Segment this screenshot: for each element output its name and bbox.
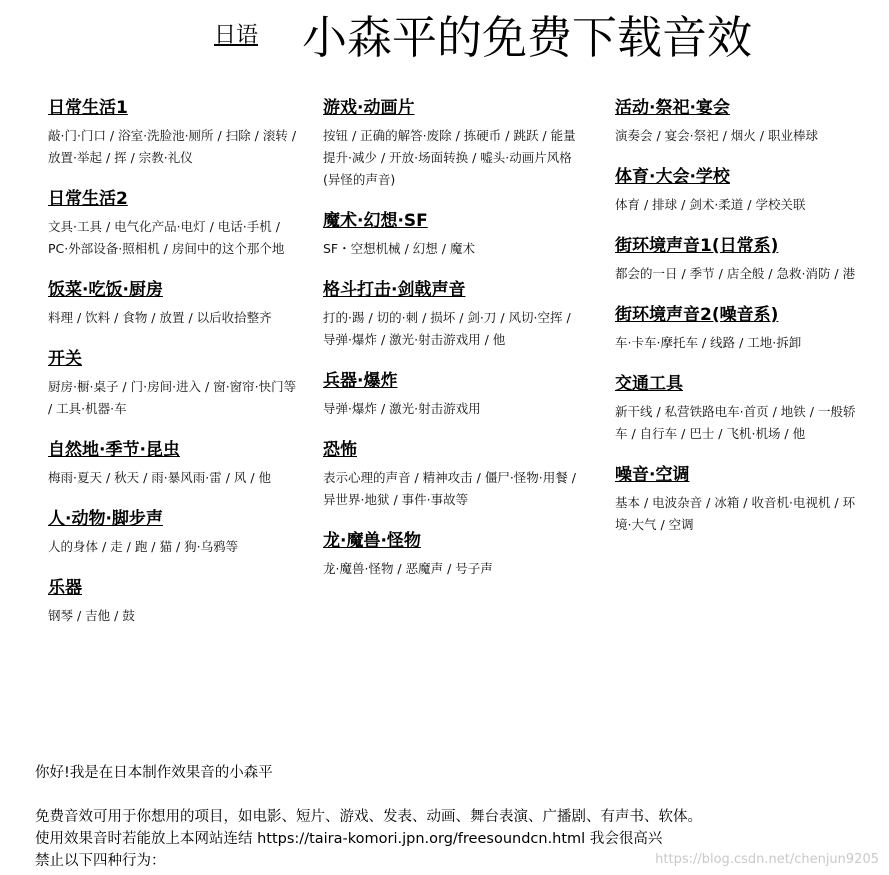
category-block	[48, 438, 298, 489]
category-link[interactable]: 街环境声音2(噪音系)	[615, 305, 779, 325]
category-link[interactable]: 恐怖	[323, 440, 357, 460]
category-subitems: 人的身体 / 走 / 跑 / 猫 / 狗·乌鸦等	[48, 539, 239, 554]
category-link[interactable]: 自然地·季节·昆虫	[48, 440, 180, 460]
category-block	[615, 303, 865, 354]
category-subitems: 演奏会 / 宴会·祭祀 / 烟火 / 职业棒球	[615, 128, 818, 143]
category-subitems: 梅雨·夏天 / 秋天 / 雨·暴风雨·雷 / 风 / 他	[48, 470, 272, 485]
category-subitems: 敲·门·门口 / 浴室·洗脸池·厕所 / 扫除 / 滚转 / 放置·举起 / 挥 / 宗教·礼仪	[48, 128, 297, 165]
category-link[interactable]: 游戏·动画片	[323, 98, 415, 118]
category-subitems: 钢琴 / 吉他 / 鼓	[48, 608, 135, 623]
category-subitems: SF・空想机械 / 幻想 / 魔术	[323, 241, 475, 256]
category-block	[323, 209, 585, 260]
category-link[interactable]: 龙·魔兽·怪物	[323, 531, 421, 551]
category-link[interactable]: 日常生活1	[48, 98, 128, 118]
intro-usage: 免费音效可用于你想用的项目，如电影、短片、游戏、发表、动画、舞台表演、广播剧、有声书、软体。	[35, 809, 702, 825]
intro-link-request: 使用效果音时若能放上本网站连结 https://taira-komori.jpn.org/freesoundcn.html 我会很高兴	[35, 831, 663, 847]
category-subitems: 导弹·爆炸 / 激光·射击游戏用	[323, 401, 481, 416]
category-link[interactable]: 乐器	[48, 578, 82, 598]
category-column-3	[615, 96, 865, 554]
category-link[interactable]: 街环境声音1(日常系)	[615, 236, 779, 256]
category-link[interactable]: 兵器·爆炸	[323, 371, 398, 391]
category-subitems: 体育 / 排球 / 剑术·柔道 / 学校关联	[615, 197, 806, 212]
category-block	[48, 347, 298, 420]
language-link-japanese[interactable]: 日语	[214, 23, 259, 48]
category-block	[48, 507, 298, 558]
category-block	[615, 165, 865, 216]
category-block	[323, 278, 585, 351]
watermark: https://blog.csdn.net/chenjun9205	[655, 852, 879, 867]
category-link[interactable]: 格斗打击·剑戟声音	[323, 280, 466, 300]
category-link[interactable]: 魔术·幻想·SF	[323, 211, 428, 231]
category-link[interactable]: 噪音·空调	[615, 465, 690, 485]
category-link[interactable]: 饭菜·吃饭·厨房	[48, 280, 163, 300]
category-link[interactable]: 人·动物·脚步声	[48, 509, 163, 529]
category-subitems: 料理 / 饮料 / 食物 / 放置 / 以后收拾整齐	[48, 310, 272, 325]
category-link[interactable]: 日常生活2	[48, 189, 128, 209]
category-link[interactable]: 体育·大会·学校	[615, 167, 730, 187]
category-subitems: 厨房·橱·桌子 / 门·房间·进入 / 窗·窗帘·快门等 / 工具·机器·车	[48, 379, 297, 416]
page-title: 小森平的免费下载音效	[302, 11, 753, 64]
category-block	[323, 369, 585, 420]
category-block	[48, 576, 298, 627]
category-subitems: 基本 / 电波杂音 / 冰箱 / 收音机·电视机 / 环境·大气 / 空调	[615, 495, 856, 532]
category-block	[48, 96, 298, 169]
category-subitems: 打的·踢 / 切的·刺 / 损坏 / 剑·刀 / 风切·空挥 / 导弹·爆炸 / 激光·射击游戏用 / 他	[323, 310, 571, 347]
category-column-1	[48, 96, 298, 645]
intro-greeting: 你好!我是在日本制作效果音的小森平	[35, 765, 273, 781]
category-block	[615, 96, 865, 147]
category-block	[48, 187, 298, 260]
category-link[interactable]: 活动·祭祀·宴会	[615, 98, 730, 118]
category-subitems: 文具·工具 / 电气化产品·电灯 / 电话·手机 / PC·外部设备·照相机 / 房间中的这个那个地	[48, 219, 285, 256]
category-subitems: 车·卡车·摩托车 / 线路 / 工地·拆卸	[615, 335, 802, 350]
intro-prohibitions: 禁止以下四种行为：	[35, 853, 166, 869]
category-link[interactable]: 交通工具	[615, 374, 683, 394]
category-block	[615, 463, 865, 536]
category-subitems: 按钮 / 正确的解答·废除 / 拣硬币 / 跳跃 / 能量提升·减少 / 开放·场面转换 / 嘘头·动画片风格(异怪的声音)	[323, 128, 576, 187]
category-link[interactable]: 开关	[48, 349, 82, 369]
category-block	[615, 234, 865, 285]
category-block	[615, 372, 865, 445]
category-block	[323, 438, 585, 511]
category-column-2	[323, 96, 585, 598]
category-block	[48, 278, 298, 329]
category-subitems: 都会的一日 / 季节 / 店全般 / 急救·消防 / 港	[615, 266, 856, 281]
category-block	[323, 529, 585, 580]
category-subitems: 新干线 / 私营铁路电车·首页 / 地铁 / 一般轿车 / 自行车 / 巴士 / 飞机·机场 / 他	[615, 404, 856, 441]
category-subitems: 表示心理的声音 / 精神攻击 / 僵尸·怪物·用餐 / 异世界·地狱 / 事件·事故等	[323, 470, 576, 507]
category-block	[323, 96, 585, 191]
category-subitems: 龙·魔兽·怪物 / 恶魔声 / 号子声	[323, 561, 493, 576]
